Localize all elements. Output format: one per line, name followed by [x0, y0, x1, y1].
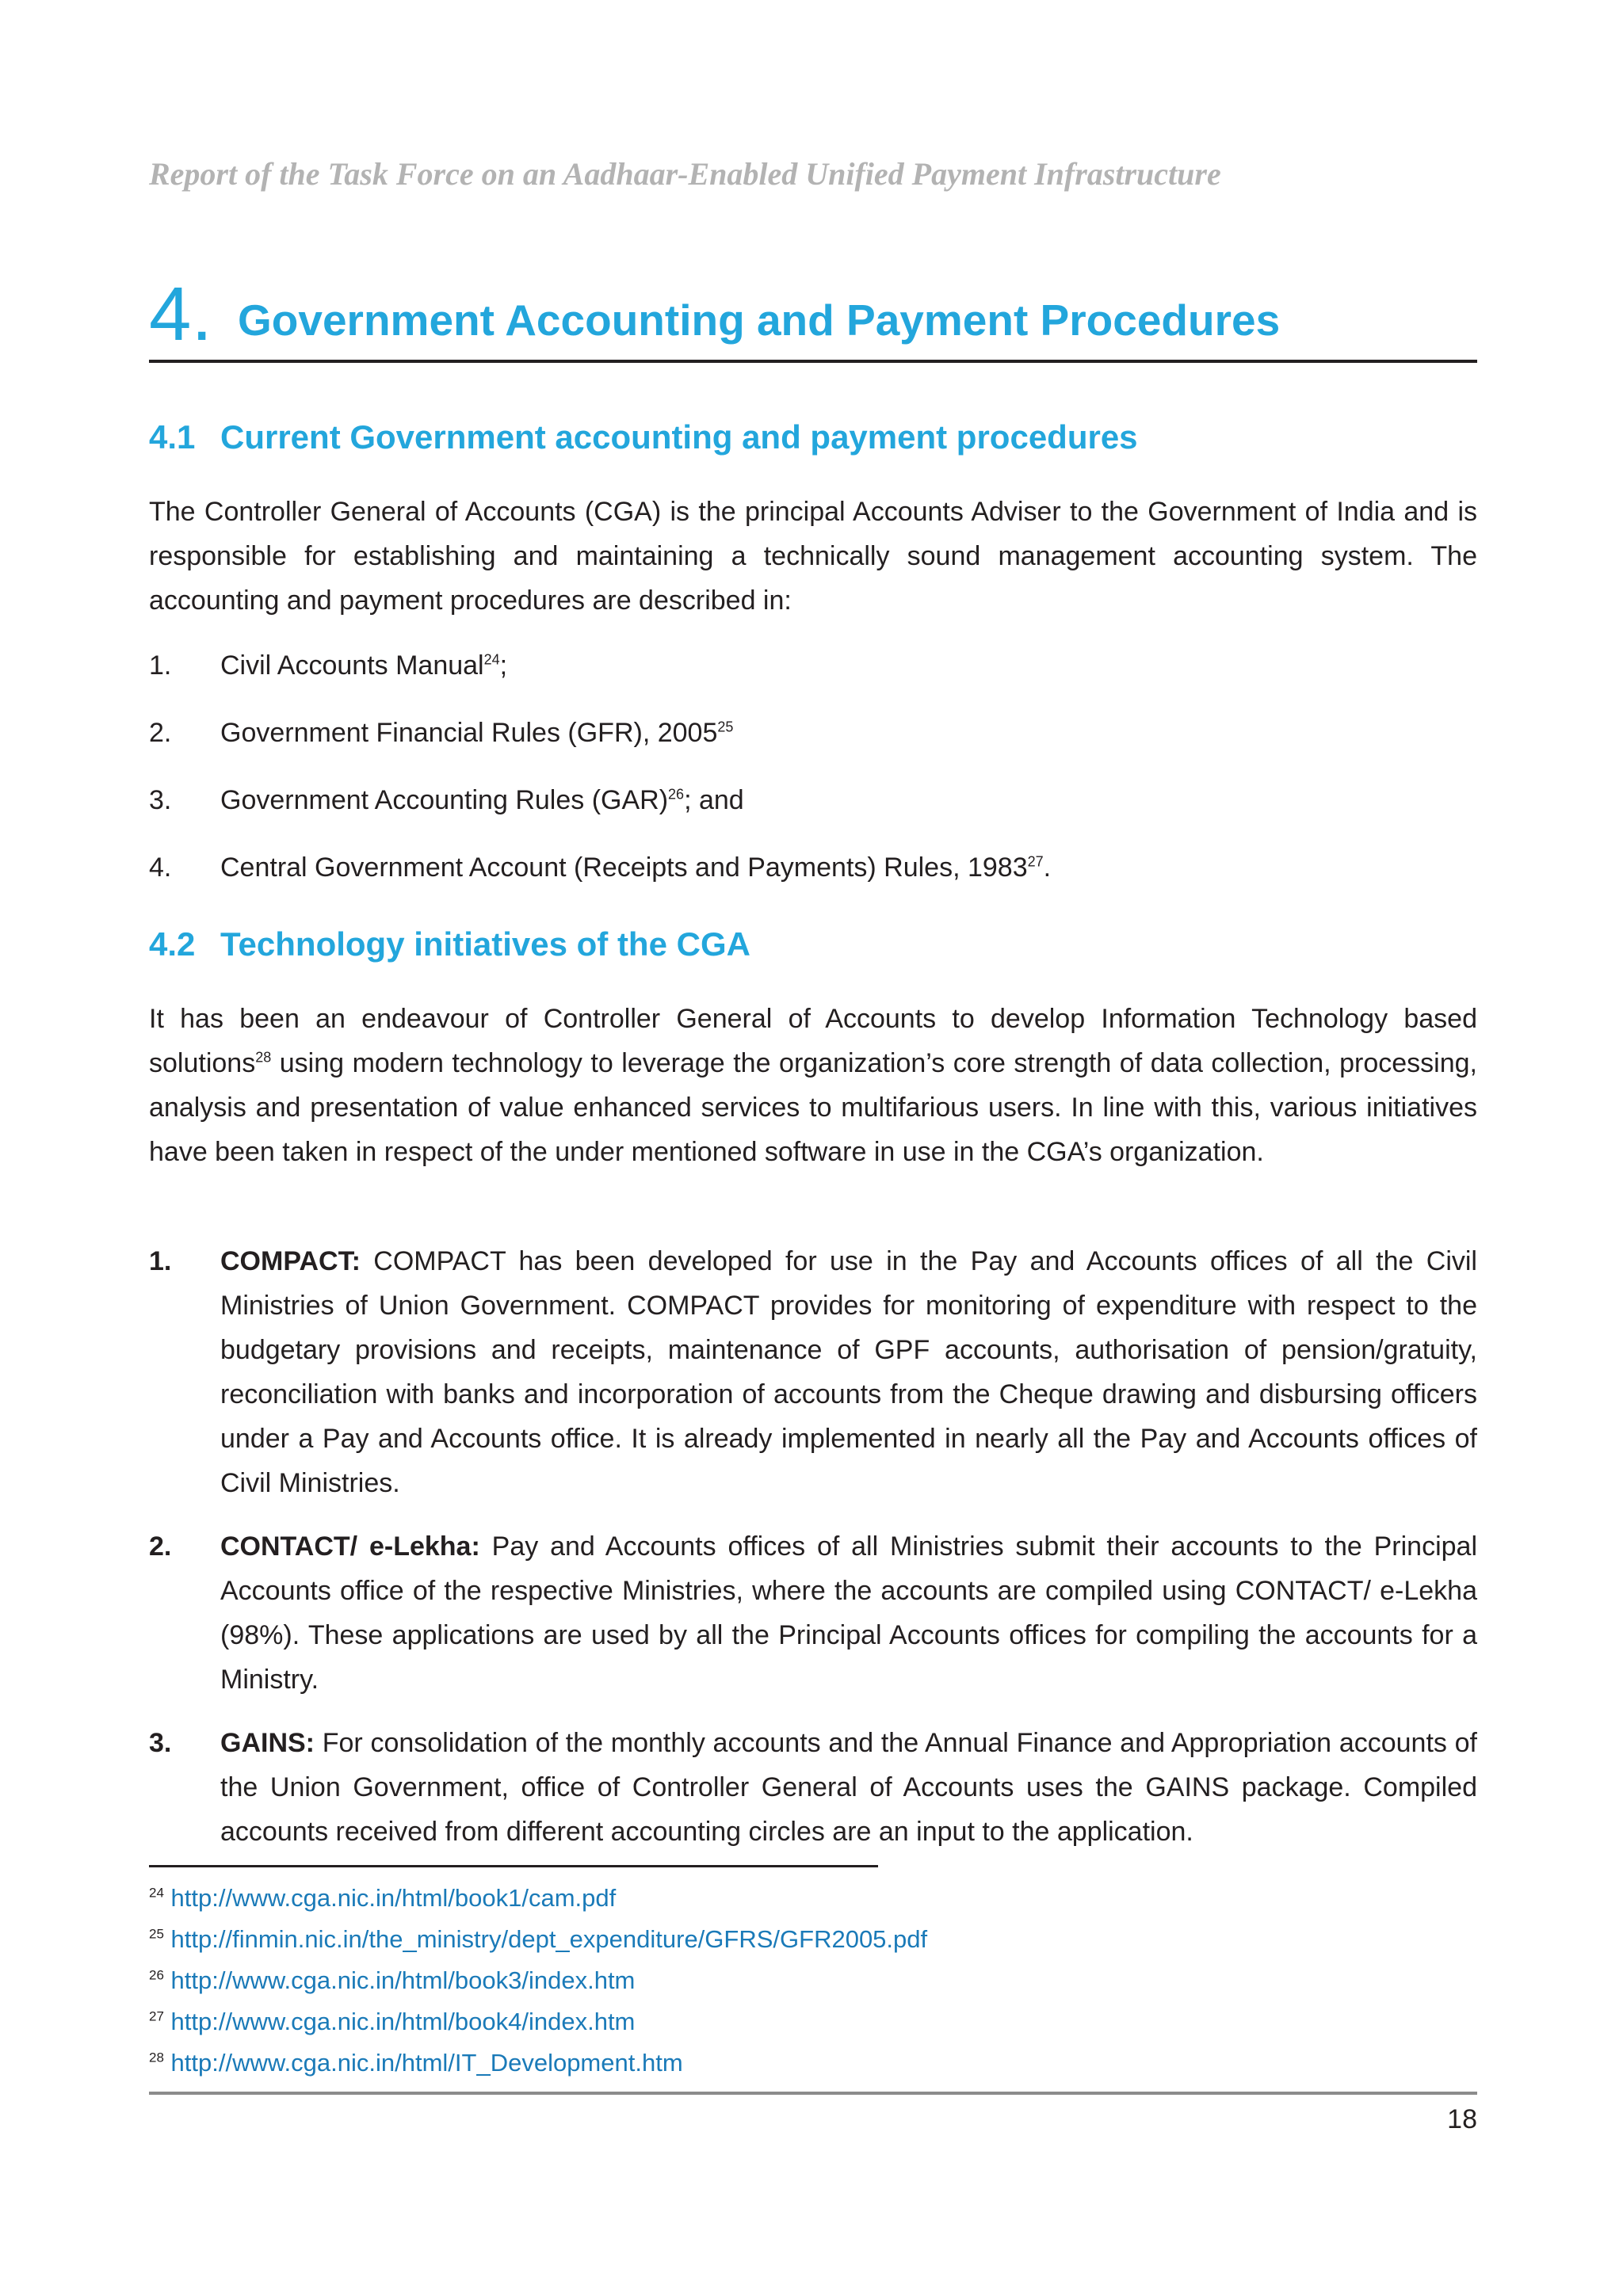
running-header: Report of the Task Force on an Aadhaar-Enabled Unified Payment Infrastructure — [149, 156, 1221, 192]
item-number: 2. — [149, 1531, 172, 1562]
section-heading-4-2 — [149, 925, 750, 963]
item-term: CONTACT/ e-Lekha: — [220, 1531, 480, 1562]
footnote-number: 28 — [149, 2050, 164, 2065]
footnote-ref[interactable]: 27 — [1027, 853, 1044, 870]
chapter-title: Government Accounting and Payment Procedures — [238, 296, 1281, 345]
footnote-divider — [149, 1865, 878, 1867]
footnote-number: 27 — [149, 2008, 164, 2024]
footnote-ref[interactable]: 28 — [255, 1049, 272, 1066]
footnote-link[interactable]: http://finmin.nic.in/the_ministry/dept_expenditure/GFRS/GFR2005.pdf — [170, 1925, 928, 1953]
intro-text: It has been an endeavour of Controller General of Accounts to develop Information Technology based solutions — [149, 1004, 1477, 1078]
intro-text-cont: using modern technology to leverage the organization’s core strength of data collection, processing, analysis and presentation of value enhanced services to multifarious users. In line with this, various initiatives have been taken in respect of the under mentioned software in use in the CGA’s organization. — [149, 1048, 1477, 1167]
list-item-text: Government Accounting Rules (GAR) — [220, 785, 669, 815]
item-number: 1. — [149, 1246, 172, 1276]
footnote — [149, 1878, 927, 1919]
list-item-number: 4. — [149, 852, 172, 883]
footnote-link[interactable]: http://www.cga.nic.in/html/book4/index.htm — [170, 2008, 636, 2035]
item-number: 3. — [149, 1728, 172, 1758]
page-number: 18 — [1447, 2104, 1477, 2134]
footnote-ref[interactable]: 24 — [483, 651, 500, 668]
list-item-text: Government Financial Rules (GFR), 2005 — [220, 718, 718, 748]
section-title: Current Government accounting and payment procedures — [220, 418, 1138, 456]
chapter-number: 4. — [149, 272, 213, 357]
footnote-ref[interactable]: 26 — [668, 786, 685, 803]
section-4-1-intro: The Controller General of Accounts (CGA) is the principal Accounts Adviser to the Government of India and is responsible for establishing and maintaining a technically sound management accounting system. The accounting and payment procedures are described in: — [149, 497, 1477, 616]
chapter-heading — [149, 272, 1477, 363]
list-item-tail: . — [1043, 852, 1052, 883]
footnote — [149, 2042, 927, 2084]
footnote — [149, 1919, 927, 1960]
item-term: COMPACT: — [220, 1246, 361, 1276]
list-item-text: Central Government Account (Receipts and Payments) Rules, 1983 — [220, 852, 1028, 883]
footnote-link[interactable]: http://www.cga.nic.in/html/IT_Development.htm — [170, 2049, 683, 2077]
item-text: Pay and Accounts offices of all Ministries submit their accounts to the Principal Accounts office of the respective Ministries, where the accounts are compiled using CONTACT/ e-Lekha (98%). These applications are used by all the Principal Accounts offices for compiling the accounts for a Ministry. — [220, 1531, 1478, 1695]
footer-divider — [149, 2092, 1477, 2095]
footnote-link[interactable]: http://www.cga.nic.in/html/book3/index.htm — [170, 1966, 636, 1994]
footnote — [149, 1960, 927, 2001]
footnote-ref[interactable]: 25 — [717, 719, 734, 735]
list-item-number: 2. — [149, 718, 172, 748]
footnote-link[interactable]: http://www.cga.nic.in/html/book1/cam.pdf — [170, 1884, 617, 1912]
section-number: 4.2 — [149, 925, 196, 963]
item-term: GAINS: — [220, 1728, 315, 1758]
item-text: For consolidation of the monthly accounts and the Annual Finance and Appropriation accounts of the Union Government, office of Controller General of Accounts uses the GAINS package. Compiled accounts received from different accounting circles are an input to the application. — [220, 1728, 1477, 1847]
footnote-number: 24 — [149, 1885, 164, 1901]
section-number: 4.1 — [149, 418, 196, 456]
footnote-number: 25 — [149, 1926, 164, 1942]
list-item-tail: ; — [499, 650, 508, 681]
list-item-number: 1. — [149, 650, 172, 681]
list-item-text: Civil Accounts Manual — [220, 650, 484, 681]
footnote-number: 26 — [149, 1967, 164, 1983]
list-item-tail: ; and — [684, 785, 744, 815]
section-heading-4-1 — [149, 418, 1138, 456]
list-item-number: 3. — [149, 785, 172, 815]
footnotes — [149, 1878, 927, 2084]
footnote — [149, 2001, 927, 2042]
section-4-2-intro — [149, 997, 1477, 1174]
section-title: Technology initiatives of the CGA — [220, 925, 750, 963]
item-text: COMPACT has been developed for use in the Pay and Accounts offices of all the Civil Ministries of Union Government. COMPACT provides for monitoring of expenditure with respect to the budgetary provisions and receipts, maintenance of GPF accounts, authorisation of pension/gratuity, reconciliation with banks and incorporation of accounts from the Cheque drawing and disbursing officers under a Pay and Accounts office. It is already implemented in nearly all the Pay and Accounts offices of Civil Ministries. — [220, 1246, 1477, 1498]
